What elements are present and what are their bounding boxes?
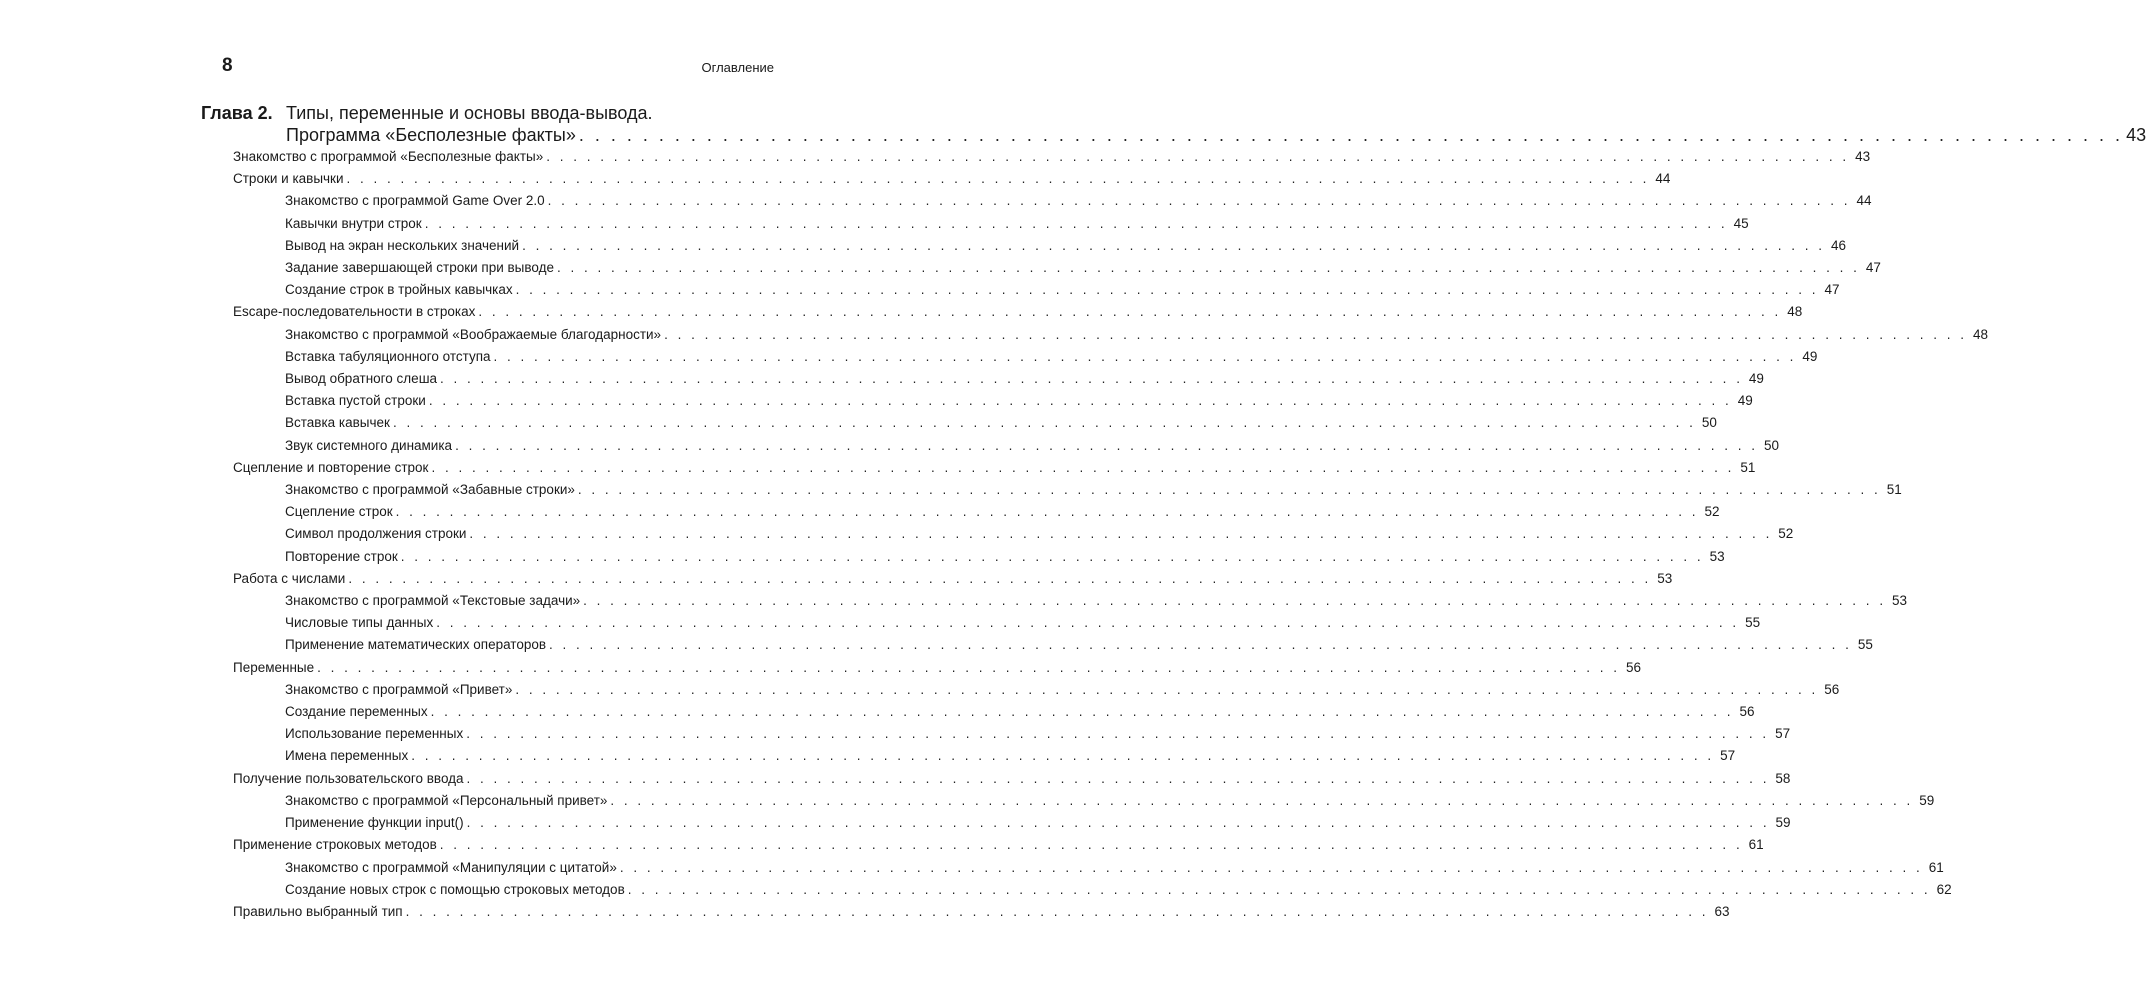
toc-entry[interactable] [201,701,1755,723]
toc-entry-page: 63 [1714,903,1730,919]
toc-entry-page: 58 [1775,770,1791,786]
toc-entry-page: 52 [1704,504,1720,520]
toc-entry-page: 56 [1739,704,1755,720]
toc-entry-title: Сцепление и повторение строк [233,459,429,475]
page-number: 8 [222,55,233,76]
toc-entry[interactable] [201,235,1846,257]
toc-entry-title: Звук системного динамика [285,437,453,453]
toc-entry-page: 55 [1857,637,1873,653]
toc-entry-page: 59 [1775,815,1791,831]
dot-leader [583,590,1886,612]
dot-leader [429,390,1732,412]
dot-leader [396,501,1699,523]
toc-entry-title: Знакомство с программой «Бесполезные факты» [233,149,544,164]
toc-entry[interactable] [201,790,1935,812]
toc-entry[interactable] [201,168,1671,190]
toc-entry-page: 56 [1626,659,1642,675]
toc-entry[interactable] [201,457,1756,479]
toc-entry-page: 57 [1720,748,1736,764]
toc-entry-page: 61 [1748,837,1764,853]
running-head: Оглавление [701,60,774,75]
chapter-toc [201,102,2146,923]
toc-entry-title: Имена переменных [285,748,409,764]
dot-leader [425,213,1728,235]
toc-entry-title: Вставка табуляционного отступа [285,348,491,364]
toc-entry-page: 47 [1824,282,1840,298]
dot-leader [467,812,1770,834]
toc-entry-title: Создание строк в тройных кавычках [285,282,513,298]
toc-entry-title: Применение математических операторов [285,637,547,653]
toc-entry[interactable] [201,590,1908,612]
dot-leader [522,235,1825,257]
toc-entry-title: Числовые типы данных [285,615,434,631]
toc-entry[interactable] [201,390,1753,412]
toc-entry-page: 49 [1748,371,1764,387]
toc-entry[interactable] [201,634,1873,656]
toc-entry[interactable] [201,745,1736,767]
toc-entry-page: 44 [1856,193,1872,209]
toc-entry-page: 62 [1936,881,1952,897]
toc-entry[interactable] [201,812,1791,834]
toc-entry[interactable] [201,301,1803,323]
dot-leader [431,701,1734,723]
toc-entry-page: 43 [1855,149,1871,164]
toc-entries [201,146,1988,923]
dot-leader [664,324,1967,346]
toc-entry[interactable] [201,568,1673,590]
toc-entry-title: Применение строковых методов [233,837,437,853]
toc-entry-title: Кавычки внутри строк [285,215,422,231]
toc-entry-title: Знакомство с программой «Манипуляции с цитатой» [285,859,617,875]
toc-entry-title: Символ продолжения строки [285,526,467,542]
toc-entry-page: 52 [1778,526,1794,542]
toc-entry[interactable] [201,679,1840,701]
toc-entry-page: 46 [1830,237,1846,253]
toc-entry-title: Правильно выбранный тип [233,903,403,919]
toc-entry-title: Работа с числами [233,570,346,586]
toc-entry[interactable] [201,435,1779,457]
dot-leader [348,568,1651,590]
toc-entry-title: Создание новых строк с помощью строковых методов [285,881,625,897]
toc-entry-page: 50 [1763,437,1779,453]
dot-leader [620,857,1923,879]
toc-entry-title: Escape-последовательности в строках [233,304,476,320]
toc-entry[interactable] [201,612,1761,634]
dot-leader [579,124,2123,146]
toc-entry[interactable] [201,879,1952,901]
toc-entry[interactable] [201,501,1720,523]
toc-entry-page: 45 [1733,215,1749,231]
dot-leader [440,368,1743,390]
toc-entry-page: 56 [1824,681,1840,697]
toc-entry-page: 47 [1865,260,1881,276]
toc-entry-title: Знакомство с программой «Текстовые задачи» [285,593,581,609]
dot-leader [467,768,1770,790]
toc-entry-title: Знакомство с программой «Привет» [285,681,513,697]
dot-leader [578,479,1881,501]
chapter-page: 43 [2126,125,2146,145]
toc-entry-title: Использование переменных [285,726,464,742]
toc-entry[interactable] [201,546,1725,568]
toc-entry-title: Знакомство с программой «Воображаемые благодарности» [285,326,662,342]
dot-leader [515,679,1818,701]
toc-entry-page: 53 [1657,570,1673,586]
dot-leader [546,146,1849,168]
dot-leader [455,435,1758,457]
toc-entry-page: 49 [1737,393,1753,409]
toc-entry-page: 50 [1701,415,1717,431]
toc-entry-page: 57 [1775,726,1791,742]
toc-entry[interactable] [201,857,1944,879]
toc-entry-page: 48 [1787,304,1803,320]
toc-entry[interactable] [201,346,1818,368]
toc-entry-title: Применение функции input() [285,815,464,831]
dot-leader [549,634,1852,656]
toc-entry-title: Вставка пустой строки [285,393,426,409]
dot-leader [557,257,1860,279]
dot-leader [548,190,1851,212]
toc-entry-page: 48 [1972,326,1988,342]
toc-entry[interactable] [201,279,1840,301]
toc-entry-title: Задание завершающей строки при выводе [285,260,555,276]
chapter-title-line1: Типы, переменные и основы ввода-вывода. [286,103,653,123]
dot-leader [401,546,1704,568]
dot-leader [628,879,1931,901]
toc-entry[interactable] [201,723,1791,745]
toc-entry-title: Переменные [233,659,315,675]
toc-entry[interactable] [201,412,1717,434]
toc-entry-title: Знакомство с программой Game Over 2.0 [285,193,545,209]
toc-entry-page: 44 [1655,171,1671,187]
toc-entry-page: 61 [1928,859,1944,875]
dot-leader [347,168,1650,190]
dot-leader [317,657,1620,679]
toc-entry-title: Вставка кавычек [285,415,390,431]
toc-entry[interactable] [201,768,1791,790]
toc-entry-title: Вывод обратного слеша [285,371,438,387]
toc-entry-title: Знакомство с программой «Забавные строки» [285,482,575,498]
toc-entry-page: 53 [1892,593,1908,609]
toc-entry-page: 51 [1886,482,1902,498]
chapter-title-row[interactable] [286,124,2146,146]
dot-leader [610,790,1913,812]
dot-leader [440,834,1743,856]
toc-entry-title: Знакомство с программой «Персональный привет» [285,792,608,808]
chapter-title-line2: Программа «Бесполезные факты» [286,125,576,145]
toc-entry-title: Вывод на экран нескольких значений [285,237,520,253]
toc-entry-page: 51 [1740,459,1756,475]
dot-leader [436,612,1739,634]
dot-leader [406,901,1709,923]
dot-leader [431,457,1734,479]
toc-entry[interactable] [201,324,1988,346]
dot-leader [516,279,1819,301]
toc-entry-title: Получение пользовательского ввода [233,770,464,786]
toc-entry-page: 59 [1919,792,1935,808]
toc-entry[interactable] [201,213,1749,235]
dot-leader [469,523,1772,545]
dot-leader [478,301,1781,323]
toc-entry[interactable] [201,834,1764,856]
dot-leader [393,412,1696,434]
toc-entry-title: Создание переменных [285,704,428,720]
toc-entry[interactable] [201,368,1764,390]
chapter-label: Глава 2. [201,103,273,123]
chapter-title-block [286,102,2146,146]
toc-entry[interactable] [201,901,1730,923]
toc-entry[interactable] [201,190,1872,212]
dot-leader [466,723,1769,745]
toc-entry-title: Повторение строк [285,548,398,564]
toc-entry[interactable] [201,146,1871,168]
dot-leader [411,745,1714,767]
toc-entry-page: 53 [1709,548,1725,564]
toc-entry-title: Сцепление строк [285,504,393,520]
toc-entry[interactable] [201,657,1642,679]
toc-entry[interactable] [201,523,1794,545]
toc-entry-title: Строки и кавычки [233,171,344,187]
chapter-heading [201,102,2146,146]
toc-entry[interactable] [201,257,1881,279]
toc-entry-page: 55 [1745,615,1761,631]
dot-leader [494,346,1797,368]
toc-entry[interactable] [201,479,1902,501]
toc-entry-page: 49 [1802,348,1818,364]
